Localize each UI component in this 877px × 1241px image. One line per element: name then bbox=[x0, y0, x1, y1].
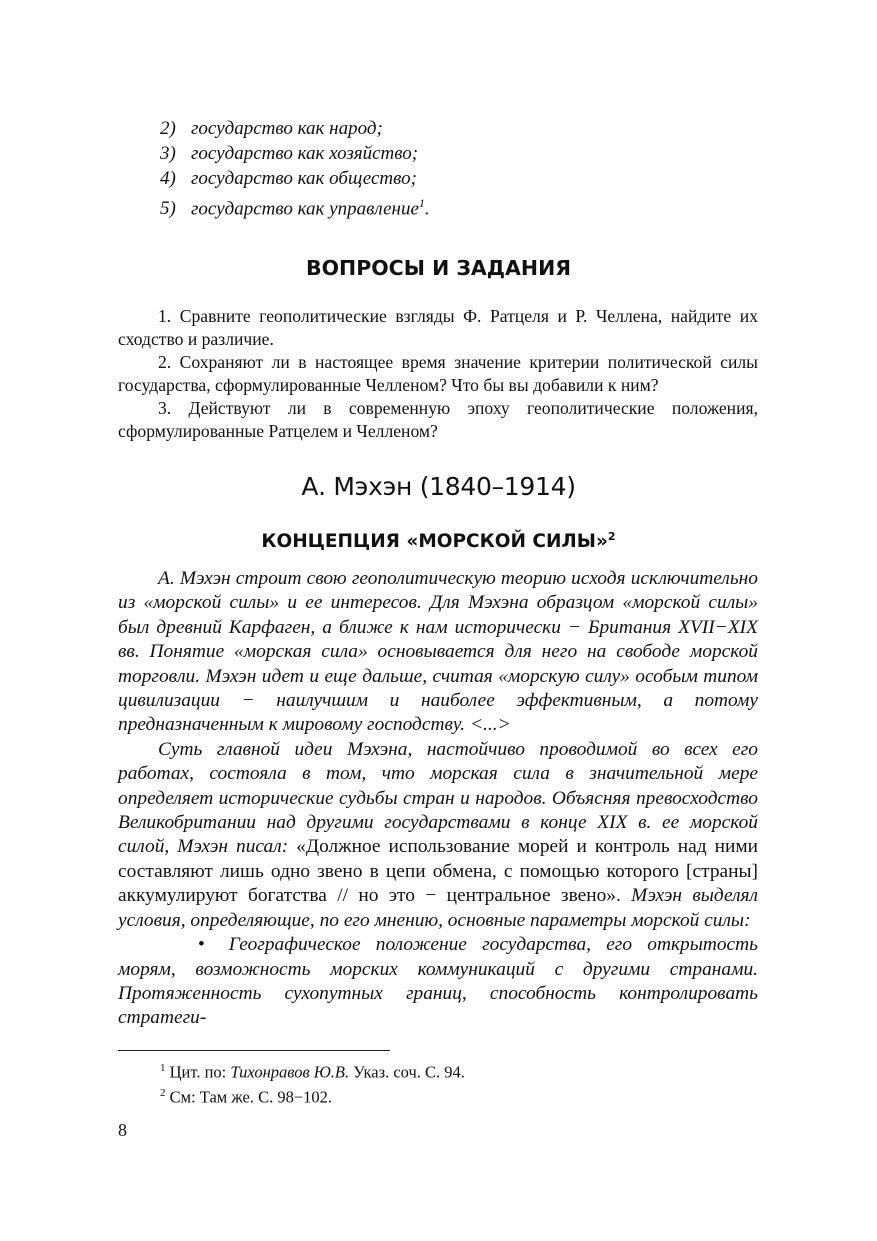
list-item bbox=[160, 116, 430, 141]
list-item-number: 2) bbox=[160, 118, 176, 139]
list-item bbox=[160, 191, 430, 221]
quotation: «Должное использование морей и контроль над ними составляют лишь одно звено в цепи обмена, с помощью которого [страны] аккумулируют богатства // но это − центральное звено». bbox=[118, 836, 758, 907]
paragraph bbox=[118, 738, 758, 933]
footnote-mark: 2 bbox=[160, 1086, 166, 1099]
list-item-text: государство как общество; bbox=[191, 168, 417, 189]
paragraph-italic: Суть главной идеи Мэхэна, настойчиво проводимой во всех его работах, состояла в том, что морская сила в значительной мере определяет исторические судьбы стран и народов. Объясняя превосходство Великобритании над другими государствами в конце XIX в. ее морской силой, Мэхэн писал: bbox=[118, 738, 758, 858]
footnote-post: Указ. соч. С. 94. bbox=[349, 1062, 465, 1082]
bullet-paragraph bbox=[118, 933, 758, 1031]
body-text bbox=[118, 567, 758, 1031]
footnote-ref: 1 bbox=[418, 196, 425, 210]
question-item: 1. Сравните геополитические взгляды Ф. Ратцеля и Р. Челлена, найдите их сходство и различие. bbox=[118, 306, 758, 349]
list-item-number: 3) bbox=[160, 143, 176, 164]
section-title bbox=[0, 530, 877, 552]
question-item: 3. Действуют ли в современную эпоху геополитические положения, сформулированные Ратцелем и Челленом? bbox=[118, 398, 758, 441]
section-title-text: КОНЦЕПЦИЯ «МОРСКОЙ СИЛЫ» bbox=[261, 531, 608, 553]
footnote bbox=[160, 1083, 465, 1108]
list-item bbox=[160, 141, 430, 166]
list-item-text: государство как хозяйство; bbox=[191, 143, 419, 164]
author-heading: А. Мэхэн (1840–1914) bbox=[301, 472, 576, 501]
list-item-punct: . bbox=[424, 198, 430, 220]
footnote-divider bbox=[118, 1050, 390, 1051]
footnote-author: Тихонравов Ю.В. bbox=[230, 1062, 350, 1082]
question-item: 2. Сохраняют ли в настоящее время значение критерии политической силы государства, сформулированные Челленом? Что бы вы добавили к ним? bbox=[118, 352, 758, 395]
bullet-icon: • bbox=[198, 934, 205, 956]
paragraph: А. Мэхэн строит свою геополитическую теорию исходя исключительно из «морской силы» и ее интересов. Для Мэхэна образцом «морской силы» был древний Карфаген, а ближе к нам исторически − Британия XVII−XIX вв. Понятие «морская сила» основывается для него на свободе морской торговли. Мэхэн идет и еще дальше, считая «морскую силу» особым типом цивилизации − наилучшим и наиболее эффективным, а потому предназначенным к мировому господству. <...> bbox=[118, 568, 758, 736]
footnote-mark: 1 bbox=[160, 1062, 166, 1074]
list-item bbox=[160, 166, 430, 191]
list-item-number: 4) bbox=[160, 168, 176, 189]
bullet-text: Географическое положение государства, его открытость морям, возможность морских коммуникаций с другими странами. Протяженность сухопутных границ, способность контролировать стратеги- bbox=[118, 934, 758, 1029]
page-number: 8 bbox=[118, 1120, 127, 1140]
footnote-ref: 2 bbox=[607, 530, 616, 543]
paragraph-italic-end: Мэхэн выделял условия, определяющие, по его мнению, основные параметры морской силы: bbox=[118, 885, 758, 931]
list-item-text: государство как управление bbox=[191, 198, 419, 220]
questions-heading: ВОПРОСЫ И ЗАДАНИЯ bbox=[305, 256, 572, 280]
list-item-text: государство как народ; bbox=[191, 118, 383, 139]
numbered-list bbox=[160, 116, 430, 221]
footnotes bbox=[160, 1058, 465, 1107]
questions-list bbox=[118, 305, 758, 443]
footnote-pre: См: Там же. С. 98−102. bbox=[165, 1087, 333, 1106]
footnote bbox=[160, 1058, 465, 1083]
footnote-pre: Цит. по: bbox=[165, 1062, 231, 1082]
list-item-number: 5) bbox=[160, 198, 176, 220]
